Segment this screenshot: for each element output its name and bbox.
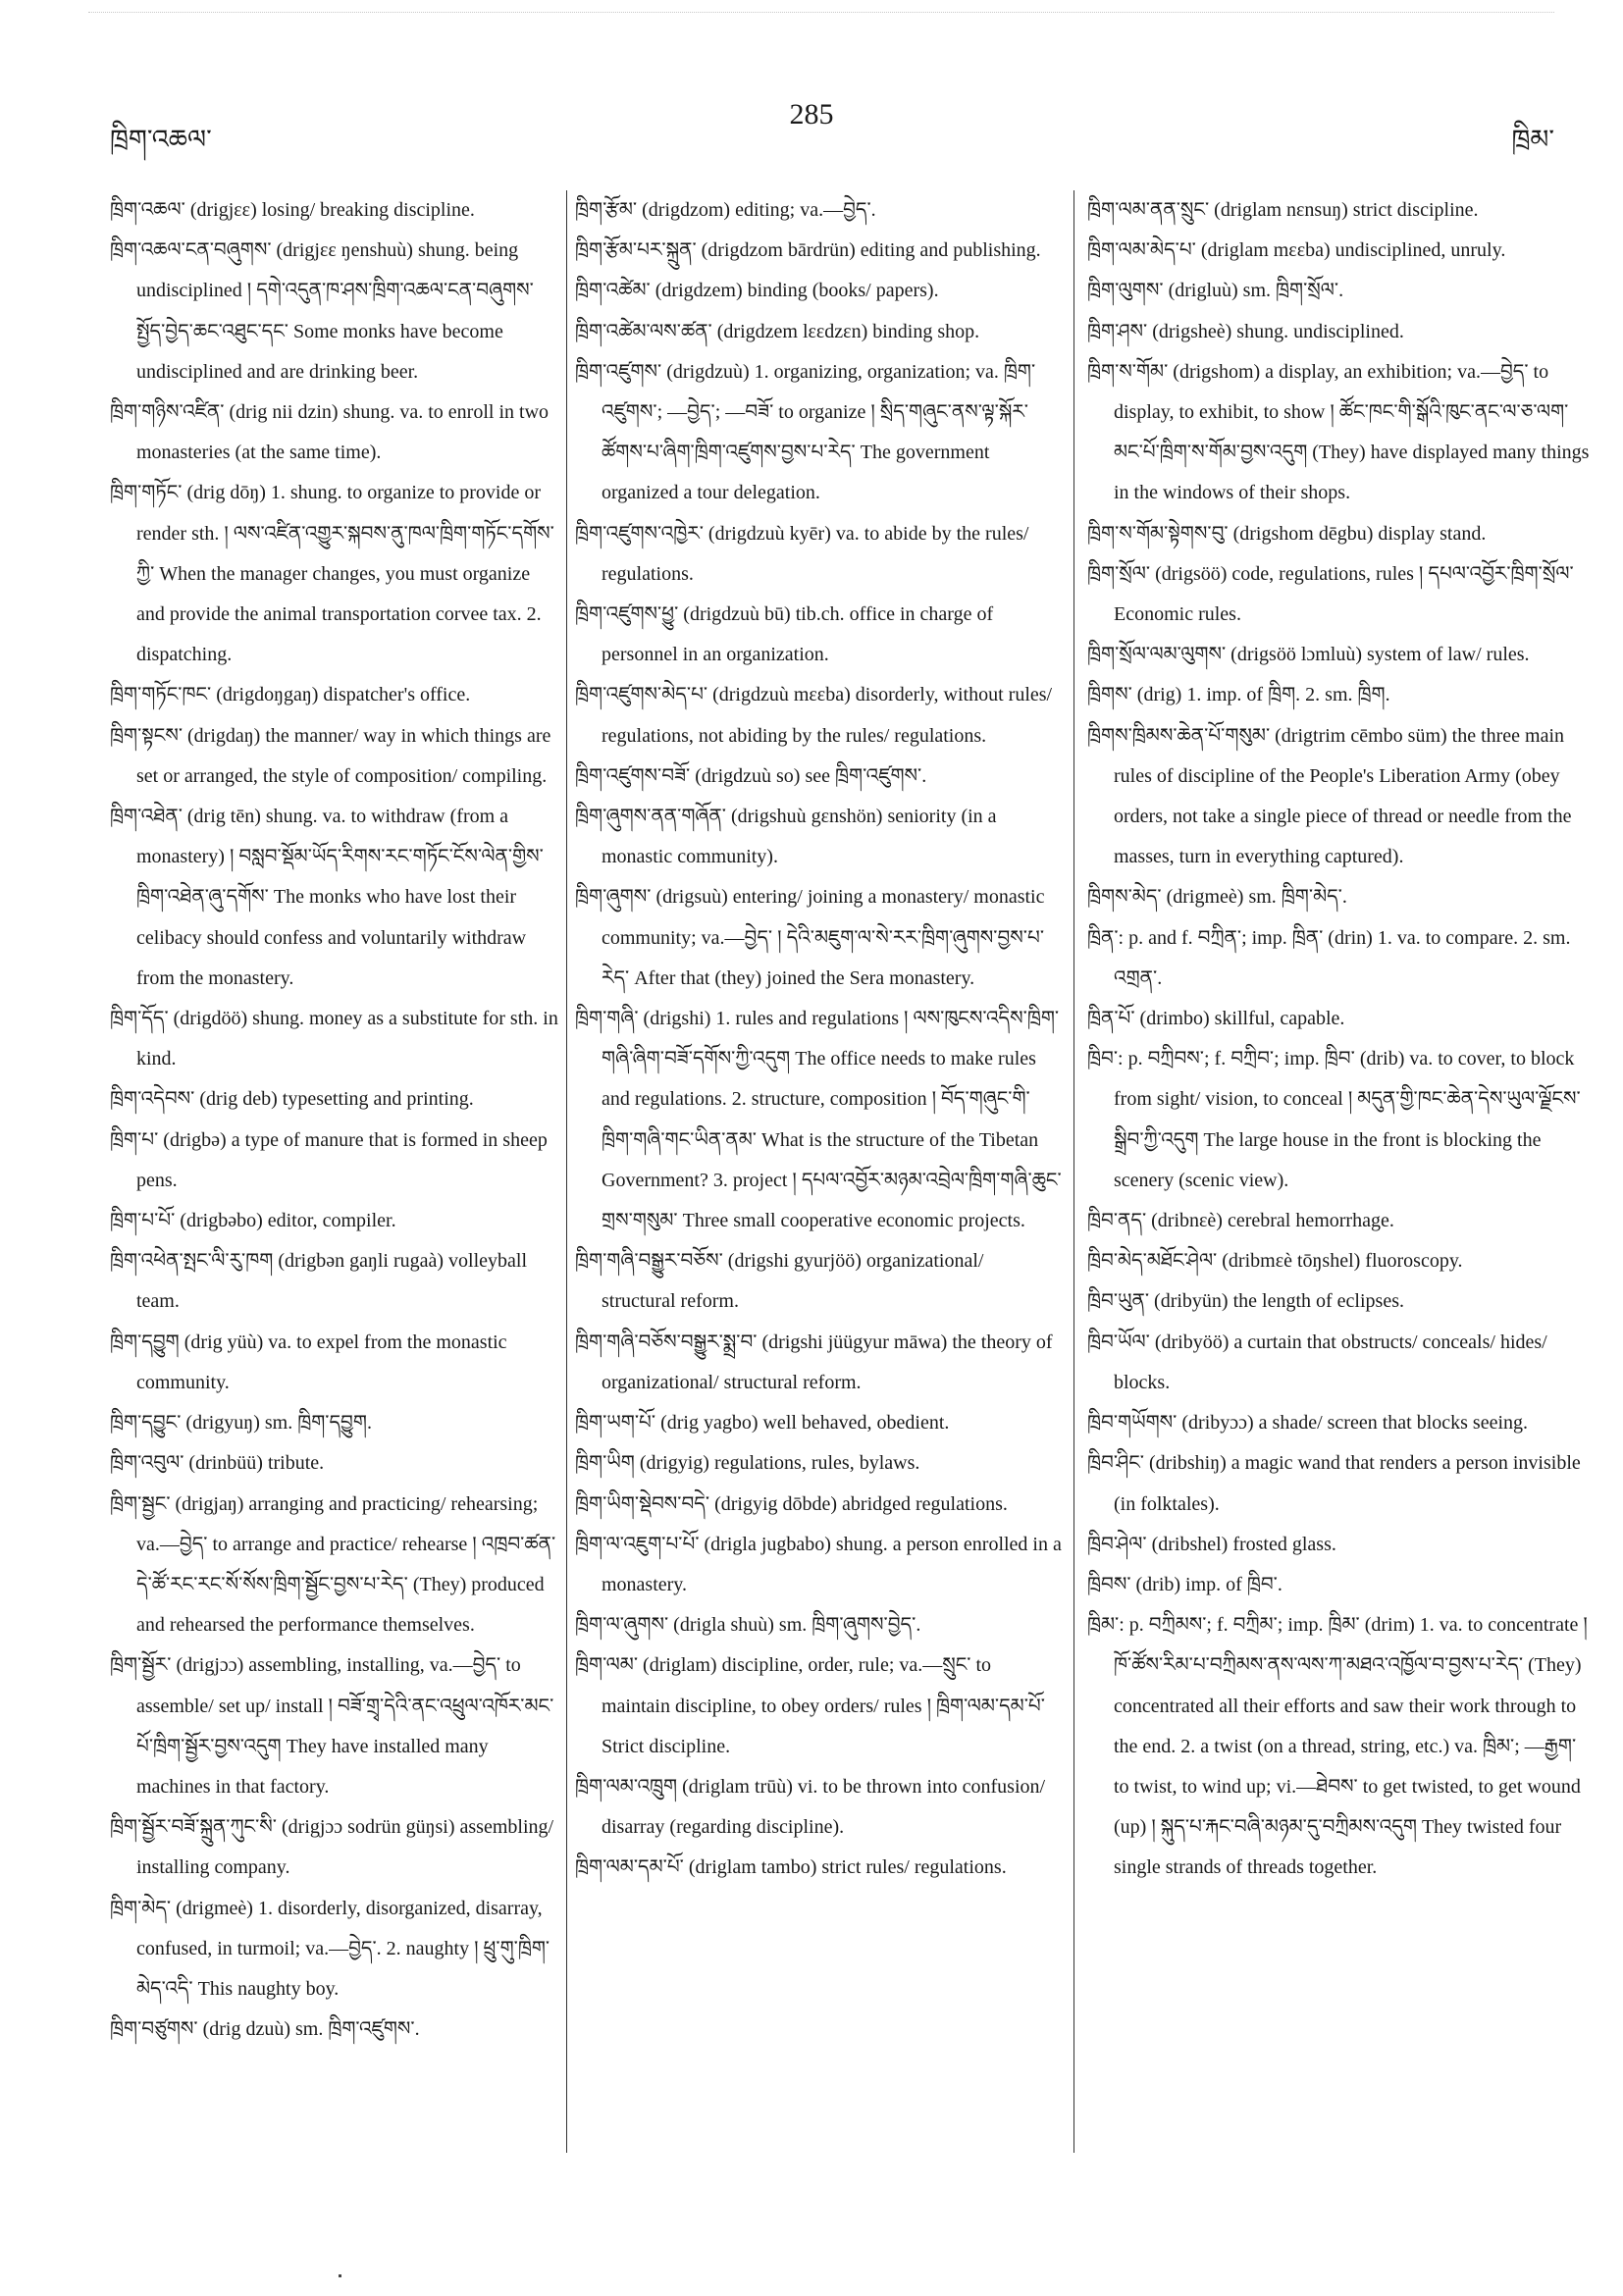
dictionary-entry: ཁྲིག་ཞུགས་ནན་གཞོན་ (drigshuù gɛnshön) seniority (in a monastic community). xyxy=(575,806,997,868)
page-number: 285 xyxy=(789,98,834,130)
dictionary-entry: ཁྲིག་བཙུགས་ (drig dzuù) sm. ཁྲིག་འཛུགས་. xyxy=(110,2018,420,2041)
dictionary-entry: ཁྲིན་: p. and f. བཀྲིན་; imp. ཁྲིན་ (drin) 1. va. to compare. 2. sm. འགྲན་. xyxy=(1087,926,1571,989)
dictionary-entry: ཁྲིག་འཛུགས་ (drigdzuù) 1. organizing, organization; va. ཁྲིག་འཛུགས་; —བྱེད་; —བཟོ་ to organize ། སྲིད་གཞུང་ནས་ལྟ་སྐོར་ཚོགས་པ་ཞིག་ཁྲིག་འཛུགས་བྱས་པ་རེད་ The government organized a tour delegation. xyxy=(575,360,1036,504)
dictionary-entry: ཁྲིག་ཞུགས་ (drigsuù) entering/ joining a monastery/ monastic community; va.—བྱེད་ ། དེའི་མཇུག་ལ་སེ་རར་ཁྲིག་ཞུགས་བྱས་པ་རེད་ After that (they) joined the Sera monastery. xyxy=(575,886,1045,989)
dictionary-entry: ཁྲིག་གཏོང་ (drig dōŋ) 1. shung. to organize to provide or render sth. ། ལས་འཛིན་འགྱུར་སྐབས་ནུ་ཁལ་ཁྲིག་གཏོང་དགོས་ཀྱི་ When the manager changes, you must organize and provide the animal transportation corvee tax. 2. dispatching. xyxy=(110,482,554,666)
column-2 xyxy=(575,190,1062,1889)
scan-speck xyxy=(339,2274,341,2277)
dictionary-entry: ཁྲིག་པ་པོ་ (drigbəbo) editor, compiler. xyxy=(110,1210,396,1232)
scan-top-edge xyxy=(88,12,1554,13)
dictionary-entry: ཁྲིག་གཞི་བཅོས་བསྒྱུར་སྨྲ་བ་ (drigshi jüügyur māwa) the theory of organizational/ structural reform. xyxy=(575,1331,1053,1393)
dictionary-entry: ཁྲིག་ཡག་པོ་ (drig yagbo) well behaved, obedient. xyxy=(575,1412,950,1435)
dictionary-entry: ཁྲིག་གཉིས་འཛིན་ (drig nii dzin) shung. va. to enroll in two monasteries (at the same time). xyxy=(110,401,550,464)
dictionary-entry: ཁྲིབ་ཤིང་ (dribshiŋ) a magic wand that renders a person invisible (in folktales). xyxy=(1087,1452,1581,1515)
dictionary-entry: ཁྲིག་ས་གོམ་ (drigshom) a display, an exhibition; va.—བྱེད་ to display, to exhibit, to show ། ཚོང་ཁང་གི་སྒོའི་ཁུང་ནང་ལ་ཅ་ལག་མང་པོ་ཁྲིག་ས་གོམ་བྱས་འདུག (They) have displayed many things in the windows of their shops. xyxy=(1087,360,1590,504)
right-guide-word: ཁྲིམ་ xyxy=(1511,125,1554,155)
dictionary-entry: ཁྲིག་གཞི་བསྒྱུར་བཅོས་ (drigshi gyurjöö) organizational/ structural reform. xyxy=(575,1250,984,1313)
dictionary-entry: ཁྲིག་འཕེན་སྤང་ལི་རུ་ཁག (drigbən gaŋli rugaà) volleyball team. xyxy=(110,1250,528,1313)
dictionary-entry: ཁྲིག་དོད་ (drigdöö) shung. money as a substitute for sth. in kind. xyxy=(110,1008,558,1070)
dictionary-entry: ཁྲིགས་མེད་ (drigmeè) sm. ཁྲིག་མེད་. xyxy=(1087,886,1347,909)
dictionary-entry: ཁྲིག་ལ་ཞུགས་ (drigla shuù) sm. ཁྲིག་ཞུགས་བྱེད་. xyxy=(575,1614,921,1637)
dictionary-entry: ཁྲིག་འདེབས་ (drig deb) typesetting and printing. xyxy=(110,1088,474,1111)
dictionary-entry: ཁྲིག་འཛུགས་འཁྱེར་ (drigdzuù kyēr) va. to abide by the rules/ regulations. xyxy=(575,522,1029,585)
dictionary-entry: ཁྲིག་སྦྱོར་བཟོ་སྐྲུན་ཀུང་སི་ (drigjɔɔ sodrün güŋsi) assembling/ installing company. xyxy=(110,1816,554,1879)
dictionary-entry: ཁྲིག་འཚེམ་ (drigdzem) binding (books/ papers). xyxy=(575,280,939,302)
dictionary-entry: ཁྲིག་ལ་འཇུག་པ་པོ་ (drigla jugbabo) shung. a person enrolled in a monastery. xyxy=(575,1533,1062,1595)
dictionary-entry: ཁྲིག་ཤས་ (drigsheè) shung. undisciplined. xyxy=(1087,320,1404,342)
dictionary-entry: ཁྲིགས་ (drig) 1. imp. of ཁྲིག. 2. sm. ཁྲིག. xyxy=(1087,684,1390,706)
dictionary-entry: ཁྲིག་དབྱུག (drig yüù) va. to expel from the monastic community. xyxy=(110,1331,507,1393)
dictionary-entry: ཁྲིག་འཐེན་ (drig tēn) shung. va. to withdraw (from a monastery) ། བསླབ་སྡོམ་ཡོད་རིགས་རང་གཏོང་ངོས་ལེན་གྱིས་ཁྲིག་འཐེན་ཞུ་དགོས་ The monks who have lost their celibacy should confess and voluntarily withdraw from the monastery. xyxy=(110,806,544,989)
dictionary-entry: ཁྲིག་རྩོམ་པར་སྐྲུན་ (drigdzom bārdrün) editing and publishing. xyxy=(575,239,1041,262)
dictionary-entry: ཁྲིག་ལམ་མེད་པ་ (driglam mɛɛba) undisciplined, unruly. xyxy=(1087,239,1506,262)
dictionary-entry: ཁྲིན་པོ་ (drimbo) skillful, capable. xyxy=(1087,1008,1345,1030)
left-guide-word: ཁྲིག་འཆལ་ xyxy=(110,125,212,155)
dictionary-entry: ཁྲིམ་: p. བཀྲིམས་; f. བཀྲིམ་; imp. ཁྲིམ་ (drim) 1. va. to concentrate ། ཁོ་ཚོས་རིམ་པ་བཀྲིམས་ནས་ལས་ཀ་མཐའ་འཁྱོལ་བ་བྱས་པ་རེད་ (They) concentrated all their efforts and saw their work through to the end. 2. a twist (on a thread, string, etc.) va. ཁྲིམ་; —རྒྱག་ to twist, to wind up; vi.—ཐེབས་ to get twisted, to get wound (up) ། སྐུད་པ་རྐང་བཞི་མཉམ་དུ་བཀྲིམས་འདུག They twisted four single strands of threads together. xyxy=(1087,1614,1588,1879)
dictionary-entry: ཁྲིག་དབྱུང་ (drigyuŋ) sm. ཁྲིག་དབྱུག. xyxy=(110,1412,372,1435)
dictionary-entry: ཁྲིག་འཆལ་ (drigjɛɛ) losing/ breaking discipline. xyxy=(110,199,475,221)
dictionary-entry: ཁྲིག་རྩོམ་ (drigdzom) editing; va.—བྱེད་. xyxy=(575,199,876,221)
dictionary-entry: ཁྲིག་ལུགས་ (drigluù) sm. ཁྲིག་སྲོལ་. xyxy=(1087,280,1344,302)
dictionary-entry: ཁྲིག་སྲོལ་ (drigsöö) code, regulations, rules ། དཔལ་འབྱོར་ཁྲིག་སྲོལ་ Economic rules. xyxy=(1087,562,1574,626)
dictionary-entry: ཁྲིབ་ཡོལ་ (dribyöö) a curtain that obstructs/ conceals/ hides/ blocks. xyxy=(1087,1331,1547,1393)
dictionary-entry: ཁྲིག་གཏོང་ཁང་ (drigdoŋgaŋ) dispatcher's office. xyxy=(110,684,471,706)
dictionary-entry: ཁྲིག་འཛུགས་བཟོ་ (drigdzuù so) see ཁྲིག་འཛུགས་. xyxy=(575,764,927,787)
dictionary-entry: ཁྲིག་འཚེམ་ལས་ཚན་ (drigdzem lɛɛdzɛn) binding shop. xyxy=(575,320,980,342)
dictionary-entry: ཁྲིབས་ (drib) imp. of ཁྲིབ་. xyxy=(1087,1573,1283,1595)
dictionary-entry: ཁྲིབ་: p. བཀྲིབས་; f. བཀྲིབ་; imp. ཁྲིབ་ (drib) va. to cover, to block from sight/ vision, to conceal ། མདུན་གྱི་ཁང་ཆེན་དེས་ཡུལ་ལྗོངས་སྒྲིབ་ཀྱི་འདུག The large house in the front is blocking the scenery (scenic view). xyxy=(1087,1048,1581,1191)
dictionary-entry: ཁྲིག་ལམ་ (driglam) discipline, order, rule; va.—སྲུང་ to maintain discipline, to obey orders/ rules ། ཁྲིག་ལམ་དམ་པོ་ Strict discipline. xyxy=(575,1654,1045,1757)
dictionary-entry: ཁྲིག་སྦྱང་ (drigjaŋ) arranging and practicing/ rehearsing; va.—བྱེད་ to arrange and practice/ rehearse ། འཁྲབ་ཚན་དེ་ཚོ་རང་རང་སོ་སོས་ཁྲིག་སྦྱོང་བྱས་པ་རེད་ (They) produced and rehearsed the performance themselves. xyxy=(110,1492,556,1637)
column-divider xyxy=(1073,190,1074,2153)
column-3 xyxy=(1087,190,1594,1889)
dictionary-entry: ཁྲིབ་གཡོགས་ (dribyɔɔ) a shade/ screen that blocks seeing. xyxy=(1087,1412,1529,1435)
dictionary-entry: ཁྲིབ་ནད་ (dribnɛè) cerebral hemorrhage. xyxy=(1087,1210,1394,1232)
dictionary-entry: ཁྲིག་འཆལ་ངན་བཞུགས་ (drigjɛɛ ŋenshuù) shung. being undisciplined ། དགེ་འདུན་ཁ་ཤས་ཁྲིག་འཆལ་ངན་བཞུགས་སྤྱོད་བྱེད་ཆང་འཐུང་དང་ Some monks have become undisciplined and are drinking beer. xyxy=(110,239,534,383)
dictionary-entry: ཁྲིག་སྟངས་ (drigdaŋ) the manner/ way in which things are set or arranged, the style of composition/ compiling. xyxy=(110,724,551,787)
dictionary-entry: ཁྲིག་ལམ་འཁྲུག (driglam trūù) vi. to be thrown into confusion/ disarray (regarding discipline). xyxy=(575,1775,1046,1839)
dictionary-entry: ཁྲིབ་མེད་མཐོང་ཤེལ་ (dribmɛè tōŋshel) fluoroscopy. xyxy=(1087,1250,1463,1273)
dictionary-entry: ཁྲིག་ཡིག་སྡེབས་བདེ་ (drigyig dōbde) abridged regulations. xyxy=(575,1492,1008,1515)
dictionary-entry: ཁྲིག་ཡིག (drigyig) regulations, rules, bylaws. xyxy=(575,1452,920,1475)
dictionary-entry: ཁྲིག་ལམ་དམ་པོ་ (driglam tambo) strict rules/ regulations. xyxy=(575,1856,1007,1879)
dictionary-entry: ཁྲིག་འཛུགས་མེད་པ་ (drigdzuù mɛɛba) disorderly, without rules/ regulations, not abiding by the rules/ regulations. xyxy=(575,684,1053,747)
dictionary-entry: ཁྲིག་མེད་ (drigmeè) 1. disorderly, disorganized, disarray, confused, in turmoil; va.—བྱེད་. 2. naughty ། ཕྲུ་གུ་ཁྲིག་མེད་འདི་ This naughty boy. xyxy=(110,1897,550,2000)
dictionary-entry: ཁྲིག་པ་ (drigbə) a type of manure that is formed in sheep pens. xyxy=(110,1128,548,1191)
dictionary-entry: ཁྲིག་གཞི་ (drigshi) 1. rules and regulations ། ལས་ཁུངས་འདིས་ཁྲིག་གཞི་ཞིག་བཟོ་དགོས་ཀྱི་འདུག The office needs to make rules and regulations. 2. structure, composition ། བོད་གཞུང་གི་ཁྲིག་གཞི་གང་ཡིན་ནམ་ What is the structure of the Tibetan Government? 3. project ། དཔལ་འབྱོར་མཉམ་འབྲེལ་ཁྲིག་གཞི་ཆུང་གྲས་གསུམ་ Three small cooperative economic projects. xyxy=(575,1008,1062,1232)
dictionary-entry: ཁྲིག་འཛུགས་ཕྱུ་ (drigdzuù bū) tib.ch. office in charge of personnel in an organization. xyxy=(575,603,994,666)
dictionary-entry: ཁྲིག་འབུལ་ (drinbüü) tribute. xyxy=(110,1452,325,1475)
dictionary-entry: ཁྲིག་ས་གོམ་སྟེགས་བུ་ (drigshom dēgbu) display stand. xyxy=(1087,522,1487,545)
dictionary-entry: ཁྲིབ་ཡུན་ (dribyün) the length of eclipses. xyxy=(1087,1290,1404,1313)
dictionary-entry: ཁྲིག་སྲོལ་ལམ་ལུགས་ (drigsöö lɔmluù) system of law/ rules. xyxy=(1087,644,1530,666)
dictionary-entry: ཁྲིག་ལམ་ནན་སྲུང་ (driglam nɛnsuŋ) strict discipline. xyxy=(1087,199,1479,221)
dictionary-entry: ཁྲིབ་ཤེལ་ (dribshel) frosted glass. xyxy=(1087,1533,1336,1555)
column-1 xyxy=(110,190,559,2050)
column-divider xyxy=(566,190,567,2153)
dictionary-entry: ཁྲིག་སྦྱོར་ (drigjɔɔ) assembling, installing, va.—བྱེད་ to assemble/ set up/ install ། བཟོ་གྲྭ་དེའི་ནང་འཕྲུལ་འཁོར་མང་པོ་ཁྲིག་སྦྱོར་བྱས་འདུག They have installed many machines in that factory. xyxy=(110,1654,554,1798)
dictionary-entry: ཁྲིགས་ཁྲིམས་ཆེན་པོ་གསུམ་ (drigtrim cēmbo süm) the three main rules of discipline of the People's Liberation Army (obey orders, not take a single piece of thread or needle from the masses, turn in everything captured). xyxy=(1087,724,1572,868)
